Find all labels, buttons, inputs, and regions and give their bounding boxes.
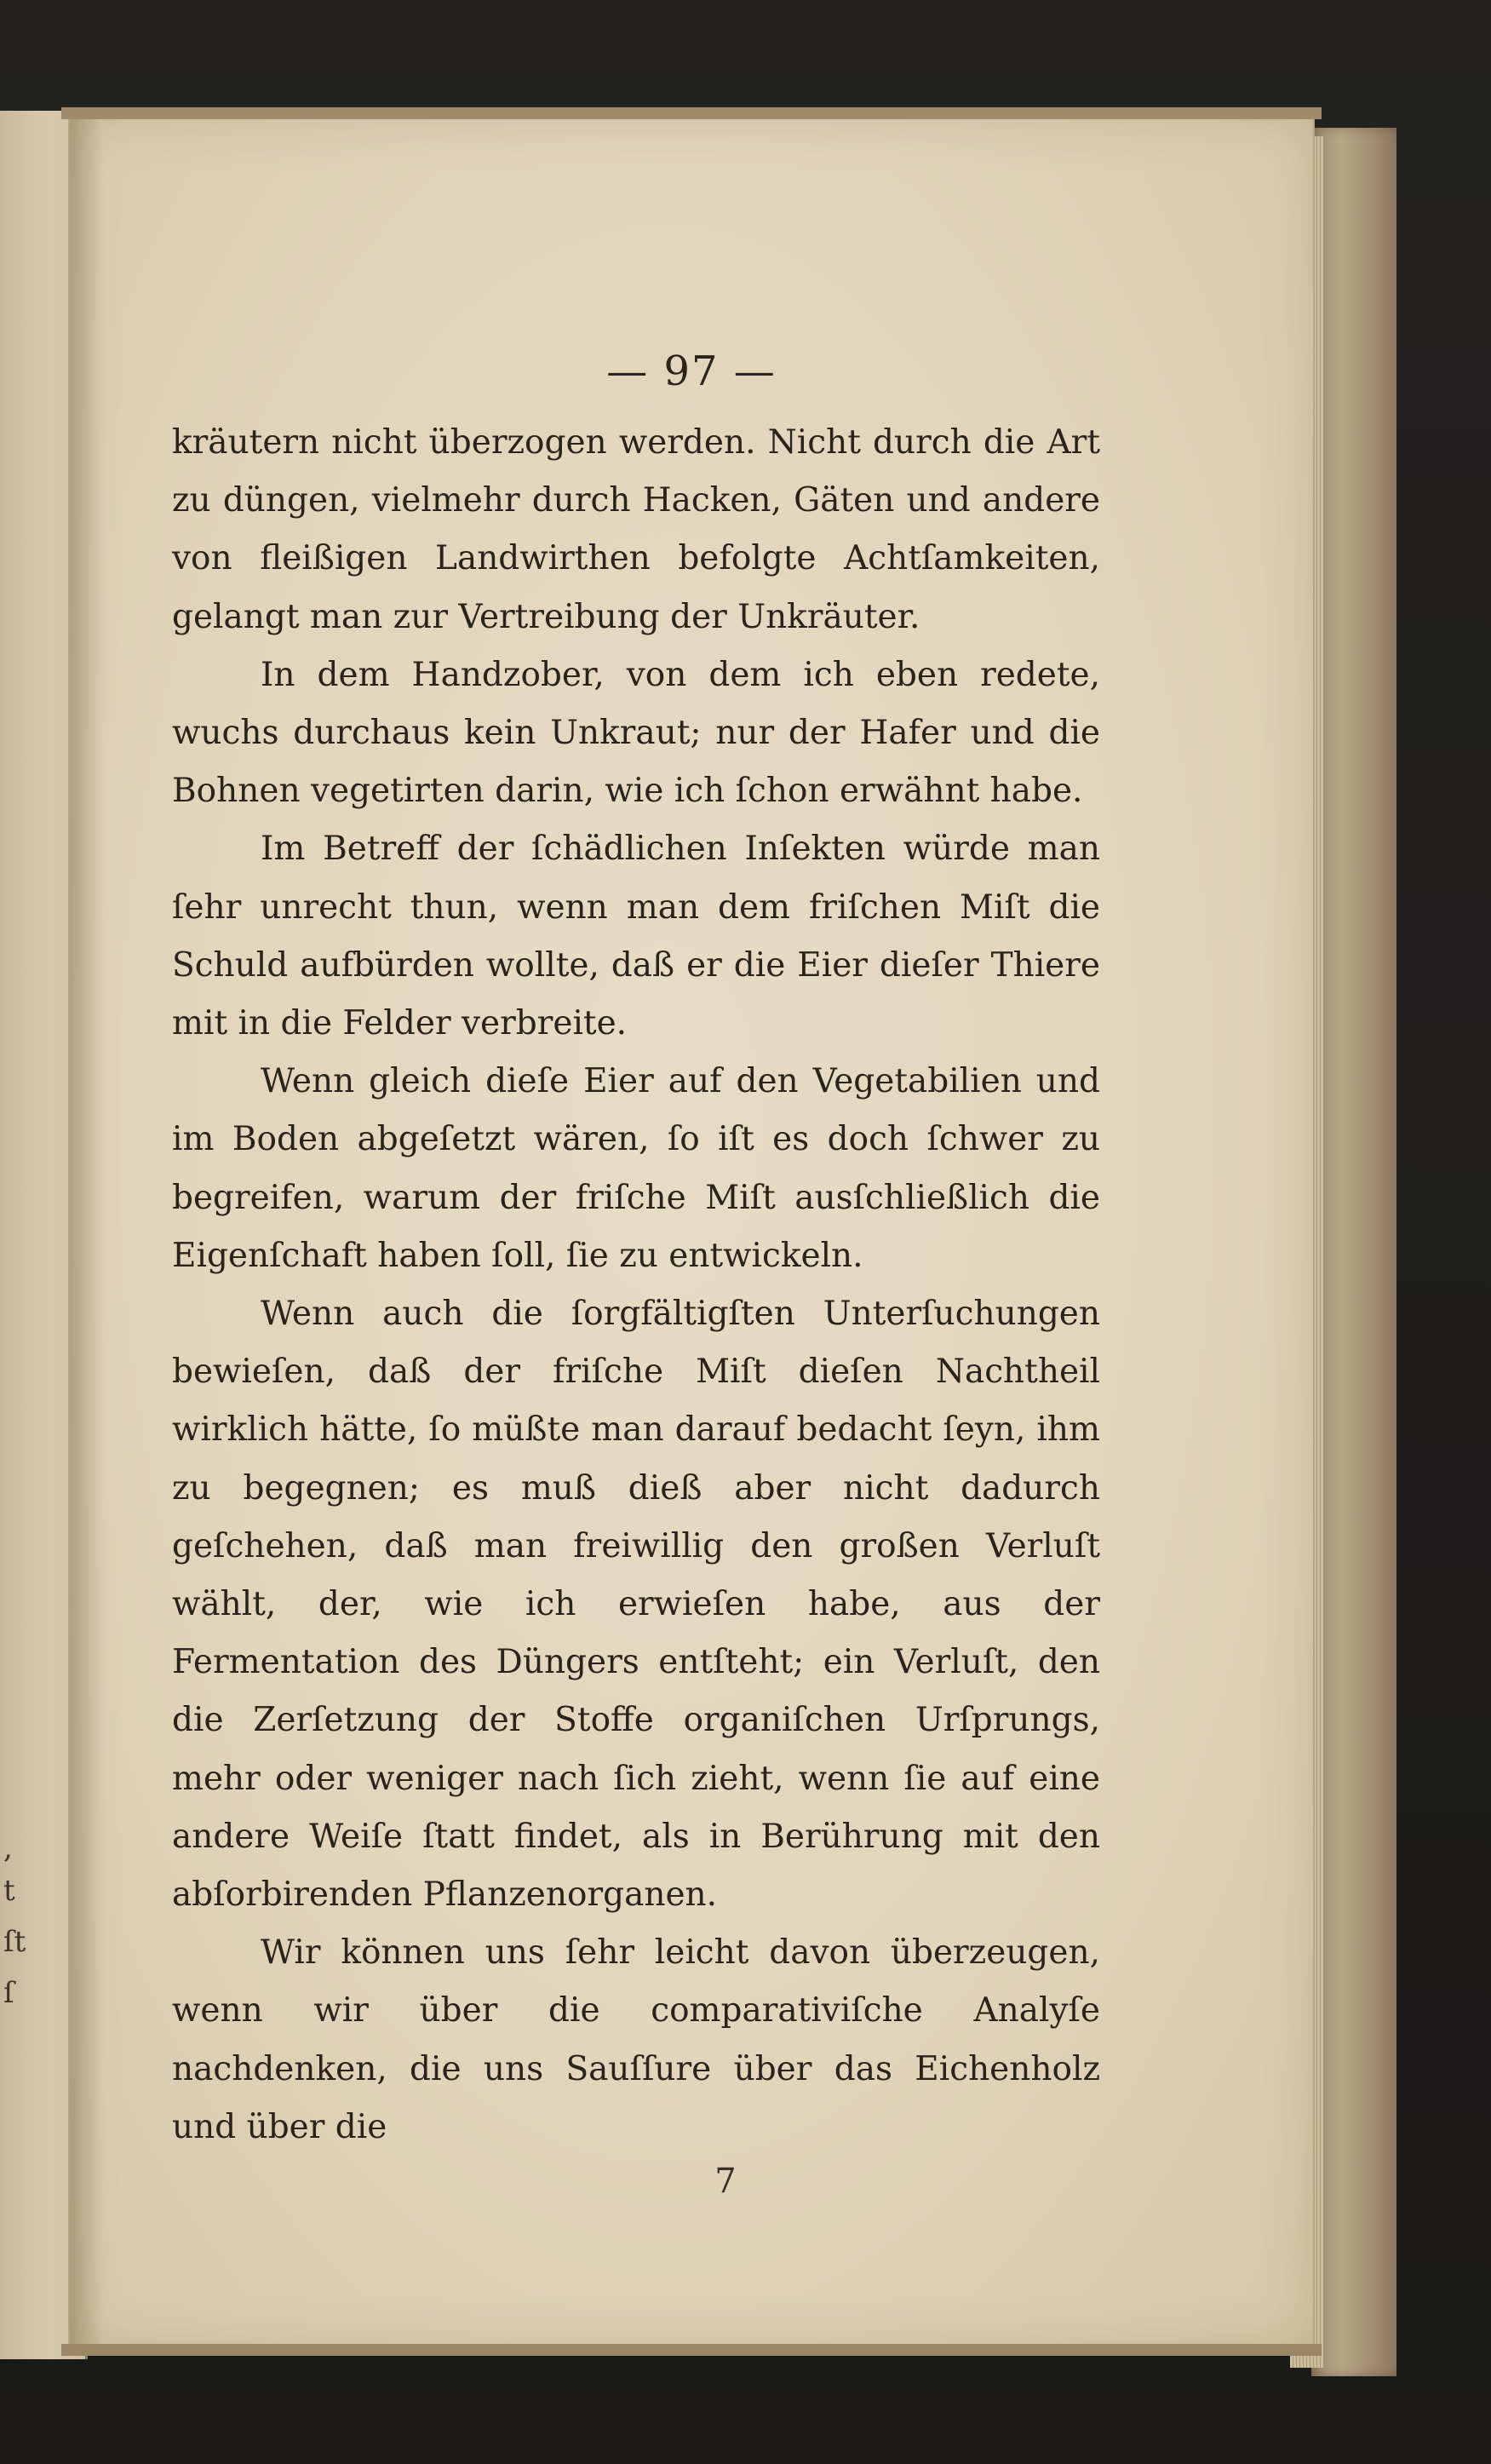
page-bottom-edge [61, 2344, 1322, 2356]
book-board-edge [1311, 128, 1396, 2376]
left-page-fragment: , [3, 1831, 13, 1865]
paragraph: Im Betreff der ſchädlichen Inſekten würde man ſehr unrecht thun, wenn man dem friſchen Miſt die Schuld aufbürden wollte, daß er die Eier dieſer Thiere mit in die Felder verbreite. [172, 830, 1100, 1043]
page-body [172, 414, 1100, 2157]
page-header: — 97 — [606, 347, 777, 395]
paragraph: Wir können uns ſehr leicht davon überzeugen, wenn wir über die comparativiſche Analyſe nachdenken, die uns Sauſſure über das Eichenholz und über die [172, 1933, 1100, 2146]
paragraph: Wenn auch die ſorgfältigſten Unterſuchungen bewieſen, daß der friſche Miſt dieſen Nachtheil wirklich hätte, ſo müßte man darauf bedacht ſeyn, ihm zu begegnen; es muß dieß aber nicht dadurch geſchehen, daß man freiwillig den großen Verluſt wählt, der, wie ich erwieſen habe, aus der Fermentation des Düngers entſteht; ein Verluſt, den die Zerſetzung der Stoffe organiſchen Urſprungs, mehr oder weniger nach ſich zieht, wenn ſie auf eine andere Weiſe ſtatt findet, als in Berührung mit den abſorbirenden Pflanzenorganen. [172, 1295, 1100, 1915]
left-page-fragment: ſt [3, 1925, 26, 1959]
paragraph: kräutern nicht überzogen werden. Nicht durch die Art zu düngen, vielmehr durch Hacken, Gäten und andere von fleißigen Landwirthen befolgte Achtſamkeiten, gelangt man zur Vertreibung der Unkräuter. [172, 423, 1100, 636]
paragraph: In dem Handzober, von dem ich eben redete, wuchs durchaus kein Unkraut; nur der Hafer und die Bohnen vegetirten darin, wie ich ſchon erwähnt habe. [172, 655, 1100, 811]
left-page-fragment: ſ [3, 1976, 14, 2010]
book-page [70, 118, 1313, 2347]
left-page-fragment: t [3, 1874, 15, 1908]
paragraph: Wenn gleich dieſe Eier auf den Vegetabilien und im Boden abgeſetzt wären, ſo iſt es doch ſchwer zu begreifen, warum der friſche Miſt ausſchließlich die Eigenſchaft haben ſoll, ſie zu entwickeln. [172, 1062, 1100, 1275]
signature-mark: 7 [714, 2162, 737, 2201]
